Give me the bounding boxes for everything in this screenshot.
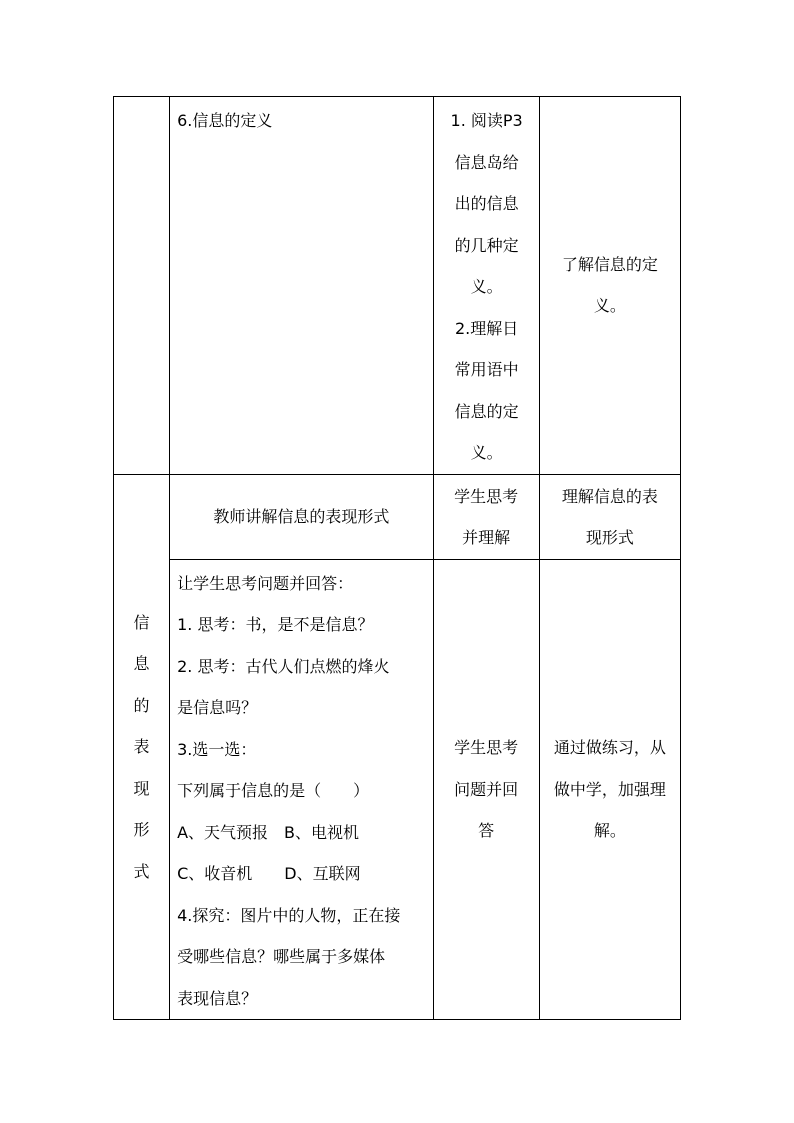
activity-line: 1. 阅读P3 bbox=[450, 111, 523, 130]
content-line: C、收音机 D、互联网 bbox=[177, 864, 361, 883]
section-label-char: 式 bbox=[133, 861, 150, 881]
activity-text bbox=[434, 727, 539, 852]
activity-cell bbox=[433, 559, 539, 1020]
activity-line: 学生思考 bbox=[454, 738, 519, 757]
activity-line: 答 bbox=[478, 821, 495, 840]
activity-line: 信息岛给 bbox=[454, 152, 519, 172]
goal-cell bbox=[539, 97, 680, 475]
section-label-char: 形 bbox=[133, 820, 150, 839]
section-label bbox=[114, 602, 169, 893]
goal-line: 通过做练习，从 bbox=[553, 738, 666, 757]
content-line: 是信息吗？ bbox=[177, 698, 258, 717]
content-line: 3.选一选： bbox=[177, 739, 257, 759]
goal-line: 做中学，加强理 bbox=[553, 779, 666, 799]
activity-line: 2.理解日 bbox=[454, 318, 519, 338]
activity-line: 信息的定 bbox=[454, 401, 519, 421]
goal-text bbox=[540, 727, 680, 852]
content-cell bbox=[170, 559, 433, 1020]
activity-cell bbox=[433, 474, 539, 559]
table-row-forms-exercise bbox=[114, 559, 681, 1020]
goal-cell bbox=[539, 559, 680, 1020]
content-line: 表现信息？ bbox=[177, 988, 258, 1008]
section-label-cell bbox=[114, 474, 170, 1020]
activity-line: 义。 bbox=[470, 443, 503, 462]
content-text bbox=[170, 560, 432, 1020]
activity-line: 问题并回 bbox=[454, 779, 519, 799]
activity-cell bbox=[433, 97, 539, 475]
content-line: 下列属于信息的是（ ） bbox=[177, 781, 370, 800]
content-cell bbox=[170, 474, 433, 559]
lesson-plan-table bbox=[113, 96, 681, 1020]
goal-text bbox=[540, 475, 680, 559]
activity-line: 常用语中 bbox=[454, 360, 519, 379]
activity-text bbox=[434, 97, 539, 474]
section-cell-empty bbox=[114, 97, 170, 475]
section-label-char: 信 bbox=[133, 612, 150, 632]
goal-line: 解。 bbox=[593, 821, 626, 840]
activity-line: 的几种定 bbox=[454, 235, 519, 255]
goal-line: 了解信息的定 bbox=[561, 254, 658, 274]
section-label-char: 现 bbox=[133, 778, 150, 798]
content-cell bbox=[170, 97, 433, 475]
content-text: 教师讲解信息的表现形式 bbox=[213, 506, 390, 526]
content-line: 受哪些信息？哪些属于多媒体 bbox=[177, 947, 386, 966]
activity-line: 并理解 bbox=[462, 528, 511, 547]
table-row-definition bbox=[114, 97, 681, 475]
content-line: 1. 思考：书，是不是信息？ bbox=[177, 615, 374, 634]
section-label-char: 息 bbox=[133, 654, 150, 673]
section-label-char: 的 bbox=[133, 695, 150, 715]
goal-line: 现形式 bbox=[585, 528, 634, 547]
goal-line: 理解信息的表 bbox=[561, 486, 658, 506]
goal-cell bbox=[539, 474, 680, 559]
activity-text bbox=[434, 475, 539, 559]
content-line: A、天气预报 B、电视机 bbox=[177, 822, 360, 842]
content-line: 4.探究：图片中的人物，正在接 bbox=[177, 905, 401, 925]
goal-text bbox=[540, 244, 680, 327]
activity-line: 出的信息 bbox=[454, 194, 519, 213]
content-line: 让学生思考问题并回答： bbox=[177, 573, 354, 593]
section-label-char: 表 bbox=[133, 737, 150, 756]
activity-line: 义。 bbox=[470, 277, 503, 296]
content-text: 6.信息的定义 bbox=[177, 111, 273, 130]
content-line: 2. 思考：古代人们点燃的烽火 bbox=[177, 656, 390, 676]
activity-line: 学生思考 bbox=[454, 486, 519, 506]
goal-line: 义。 bbox=[593, 296, 626, 316]
table-row-forms-intro bbox=[114, 474, 681, 559]
